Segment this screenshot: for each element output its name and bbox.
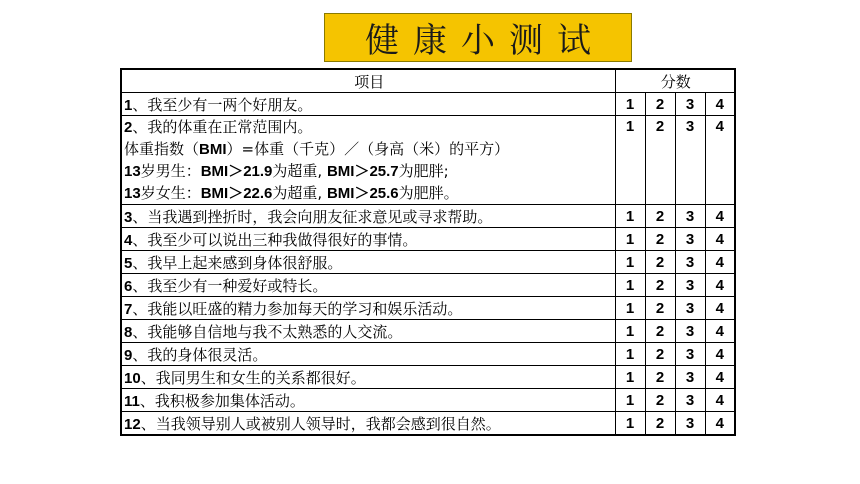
table-row bbox=[121, 274, 735, 297]
score-header: 分数 bbox=[615, 69, 735, 93]
bmi-boys: 13岁男生：BMI＞21.9为超重, BMI＞25.7为肥胖; bbox=[124, 162, 449, 180]
score-option-2[interactable]: 2 bbox=[645, 320, 675, 343]
score-option-2[interactable]: 2 bbox=[645, 251, 675, 274]
table-row bbox=[121, 116, 735, 205]
score-option-4[interactable]: 4 bbox=[705, 274, 735, 297]
score-option-4[interactable]: 4 bbox=[705, 320, 735, 343]
item-text: 、当我遇到挫折时，我会向朋友征求意见或寻求帮助。 bbox=[132, 207, 493, 226]
score-option-3[interactable]: 3 bbox=[675, 389, 705, 412]
score-option-3[interactable]: 3 bbox=[675, 320, 705, 343]
score-option-1[interactable]: 1 bbox=[615, 389, 645, 412]
score-option-3[interactable]: 3 bbox=[675, 205, 705, 228]
table-row bbox=[121, 228, 735, 251]
score-option-2[interactable]: 2 bbox=[645, 205, 675, 228]
table-row bbox=[121, 366, 735, 389]
score-option-4[interactable]: 4 bbox=[705, 228, 735, 251]
score-option-3[interactable]: 3 bbox=[675, 93, 705, 116]
bmi-girls: 13岁女生：BMI＞22.6为超重, BMI＞25.6为肥胖。 bbox=[124, 184, 459, 202]
table-row bbox=[121, 251, 735, 274]
title-banner bbox=[324, 13, 632, 62]
item-cell bbox=[121, 116, 615, 205]
item-number: 11 bbox=[124, 392, 140, 410]
item-number: 12 bbox=[124, 415, 141, 433]
item-text: 、我积极参加集体活动。 bbox=[139, 391, 305, 410]
item-cell bbox=[121, 274, 615, 297]
item-cell bbox=[121, 343, 615, 366]
score-option-1[interactable]: 1 bbox=[615, 366, 645, 389]
item-cell bbox=[121, 320, 615, 343]
score-option-1[interactable]: 1 bbox=[615, 320, 645, 343]
item-number: 7 bbox=[124, 300, 133, 318]
score-option-3[interactable]: 3 bbox=[675, 274, 705, 297]
table-row bbox=[121, 93, 735, 116]
score-option-4[interactable]: 4 bbox=[705, 343, 735, 366]
item-text: 、我的体重在正常范围内。 bbox=[132, 118, 313, 136]
item-cell bbox=[121, 228, 615, 251]
score-option-4[interactable]: 4 bbox=[705, 93, 735, 116]
item-cell bbox=[121, 251, 615, 274]
item-number: 4 bbox=[124, 231, 133, 249]
item-number: 8 bbox=[124, 323, 133, 341]
score-option-1[interactable]: 1 bbox=[615, 297, 645, 320]
score-option-1[interactable]: 1 bbox=[615, 274, 645, 297]
score-option-2[interactable]: 2 bbox=[645, 366, 675, 389]
table-row bbox=[121, 205, 735, 228]
score-option-3[interactable]: 3 bbox=[675, 412, 705, 436]
score-option-1[interactable]: 1 bbox=[615, 93, 645, 116]
item-cell bbox=[121, 297, 615, 320]
table-row bbox=[121, 389, 735, 412]
table-row bbox=[121, 412, 735, 436]
item-text: 、我至少有一种爱好或特长。 bbox=[132, 276, 328, 295]
score-option-3[interactable]: 3 bbox=[675, 297, 705, 320]
score-option-2[interactable]: 2 bbox=[645, 93, 675, 116]
score-option-4[interactable]: 4 bbox=[705, 389, 735, 412]
score-option-2[interactable]: 2 bbox=[645, 389, 675, 412]
item-cell bbox=[121, 93, 615, 116]
item-text: 、我至少有一两个好朋友。 bbox=[132, 95, 313, 114]
item-text: 、我早上起来感到身体很舒服。 bbox=[132, 253, 343, 272]
item-number: 2 bbox=[124, 119, 133, 136]
table-row bbox=[121, 343, 735, 366]
page-title: 健康小测试 bbox=[365, 21, 605, 61]
item-text: 、我至少可以说出三种我做得很好的事情。 bbox=[132, 230, 418, 249]
score-option-2[interactable]: 2 bbox=[645, 228, 675, 251]
score-option-3[interactable]: 3 bbox=[675, 343, 705, 366]
score-option-2[interactable]: 2 bbox=[645, 343, 675, 366]
score-option-2[interactable]: 2 bbox=[645, 297, 675, 320]
score-option-2[interactable]: 2 bbox=[645, 116, 675, 205]
score-option-4[interactable]: 4 bbox=[705, 205, 735, 228]
score-option-3[interactable]: 3 bbox=[675, 116, 705, 205]
score-option-1[interactable]: 1 bbox=[615, 205, 645, 228]
table-row bbox=[121, 297, 735, 320]
score-option-2[interactable]: 2 bbox=[645, 412, 675, 436]
item-text: 、我能以旺盛的精力参加每天的学习和娱乐活动。 bbox=[132, 299, 463, 318]
item-header: 项目 bbox=[121, 69, 615, 93]
score-option-4[interactable]: 4 bbox=[705, 251, 735, 274]
score-option-4[interactable]: 4 bbox=[705, 116, 735, 205]
item-text: 、我的身体很灵活。 bbox=[132, 345, 268, 364]
score-option-3[interactable]: 3 bbox=[675, 228, 705, 251]
score-option-4[interactable]: 4 bbox=[705, 366, 735, 389]
item-number: 1 bbox=[124, 96, 133, 114]
score-option-1[interactable]: 1 bbox=[615, 116, 645, 205]
health-quiz-table bbox=[120, 68, 736, 436]
score-option-2[interactable]: 2 bbox=[645, 274, 675, 297]
score-option-1[interactable]: 1 bbox=[615, 343, 645, 366]
item-text: 、我同男生和女生的关系都很好。 bbox=[140, 368, 366, 387]
item-cell bbox=[121, 366, 615, 389]
item-cell bbox=[121, 412, 615, 436]
table-header-row bbox=[121, 69, 735, 93]
item-cell bbox=[121, 205, 615, 228]
item-number: 5 bbox=[124, 254, 133, 272]
bmi-formula: 体重指数（BMI）=体重（千克）／（身高（米）的平方） bbox=[124, 140, 510, 158]
item-text: 、当我领导别人或被别人领导时，我都会感到很自然。 bbox=[140, 414, 501, 433]
score-option-4[interactable]: 4 bbox=[705, 297, 735, 320]
score-option-4[interactable]: 4 bbox=[705, 412, 735, 436]
item-text: 、我能够自信地与我不太熟悉的人交流。 bbox=[132, 322, 403, 341]
item-number: 9 bbox=[124, 346, 133, 364]
item-cell bbox=[121, 389, 615, 412]
score-option-1[interactable]: 1 bbox=[615, 228, 645, 251]
item-number: 3 bbox=[124, 208, 133, 226]
score-option-3[interactable]: 3 bbox=[675, 251, 705, 274]
score-option-1[interactable]: 1 bbox=[615, 251, 645, 274]
item-number: 6 bbox=[124, 277, 133, 295]
table-row bbox=[121, 320, 735, 343]
score-option-3[interactable]: 3 bbox=[675, 366, 705, 389]
item-number: 10 bbox=[124, 369, 141, 387]
score-option-1[interactable]: 1 bbox=[615, 412, 645, 436]
